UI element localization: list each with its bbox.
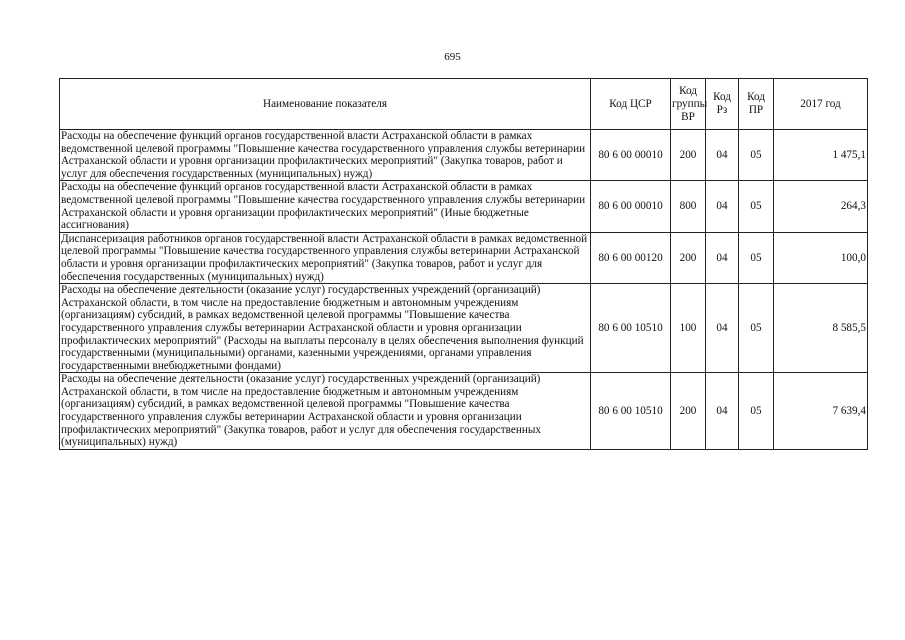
row-pr: 05: [739, 130, 774, 181]
row-amount: 8 585,5: [774, 284, 868, 373]
row-vr: 800: [671, 181, 706, 232]
table-row: [60, 373, 868, 450]
row-pr: 05: [739, 373, 774, 450]
row-csr: 80 6 00 00120: [591, 232, 671, 283]
table-row: [60, 284, 868, 373]
header-year: 2017 год: [774, 79, 868, 130]
row-name: Диспансеризация работников органов государственной власти Астраханской области в рамках ведомственной целевой программы "Повышение качества государственного управления службы ветеринарии Астраханской области и уровня организации профилактических мероприятий" (Закупка товаров, работ и услуг для обеспечения государственных (муниципальных) нужд): [60, 232, 591, 283]
header-rz: Код Рз: [706, 79, 739, 130]
row-rz: 04: [706, 284, 739, 373]
row-vr: 200: [671, 373, 706, 450]
table-row: [60, 232, 868, 283]
table-header-row: [60, 79, 868, 130]
header-pr: Код ПР: [739, 79, 774, 130]
header-name: Наименование показателя: [60, 79, 591, 130]
row-amount: 1 475,1: [774, 130, 868, 181]
header-csr: Код ЦСР: [591, 79, 671, 130]
row-amount: 7 639,4: [774, 373, 868, 450]
page-number: 695: [444, 51, 461, 63]
budget-table: [59, 78, 868, 450]
row-vr: 200: [671, 232, 706, 283]
row-pr: 05: [739, 232, 774, 283]
row-csr: 80 6 00 10510: [591, 284, 671, 373]
row-name: Расходы на обеспечение деятельности (оказание услуг) государственных учреждений (организаций) Астраханской области, в том числе на предоставление бюджетным и автономным учреждениям (организациям) субсидий, в рамках ведомственной целевой программы "Повышение качества государственного управления службы ветеринарии Астраханской области и уровня организации профилактических мероприятий" (Расходы на выплаты персоналу в целях обеспечения выполнения функций государственными (муниципальными) органами, казенными учреждениями, органами управления государственными внебюджетными фондами): [60, 284, 591, 373]
row-vr: 100: [671, 284, 706, 373]
row-pr: 05: [739, 181, 774, 232]
table-row: [60, 130, 868, 181]
table-row: [60, 181, 868, 232]
row-rz: 04: [706, 373, 739, 450]
row-amount: 100,0: [774, 232, 868, 283]
row-rz: 04: [706, 181, 739, 232]
row-rz: 04: [706, 232, 739, 283]
row-name: Расходы на обеспечение функций органов государственной власти Астраханской области в рамках ведомственной целевой программы "Повышение качества государственного управления службы ветеринарии Астраханской области и уровня организации профилактических мероприятий" (Закупка товаров, работ и услуг для обеспечения государственных (муниципальных) нужд): [60, 130, 591, 181]
row-name: Расходы на обеспечение функций органов государственной власти Астраханской области в рамках ведомственной целевой программы "Повышение качества государственного управления службы ветеринарии Астраханской области и уровня организации профилактических мероприятий" (Иные бюджетные ассигнования): [60, 181, 591, 232]
row-csr: 80 6 00 10510: [591, 373, 671, 450]
row-rz: 04: [706, 130, 739, 181]
header-vr: Код группы ВР: [671, 79, 706, 130]
row-pr: 05: [739, 284, 774, 373]
row-csr: 80 6 00 00010: [591, 181, 671, 232]
row-amount: 264,3: [774, 181, 868, 232]
row-name: Расходы на обеспечение деятельности (оказание услуг) государственных учреждений (организаций) Астраханской области, в том числе на предоставление бюджетным и автономным учреждениям (организациям) субсидий, в рамках ведомственной целевой программы "Повышение качества государственного управления службы ветеринарии Астраханской области и уровня организации профилактических мероприятий" (Закупка товаров, работ и услуг для обеспечения государственных (муниципальных) нужд): [60, 373, 591, 450]
row-vr: 200: [671, 130, 706, 181]
row-csr: 80 6 00 00010: [591, 130, 671, 181]
